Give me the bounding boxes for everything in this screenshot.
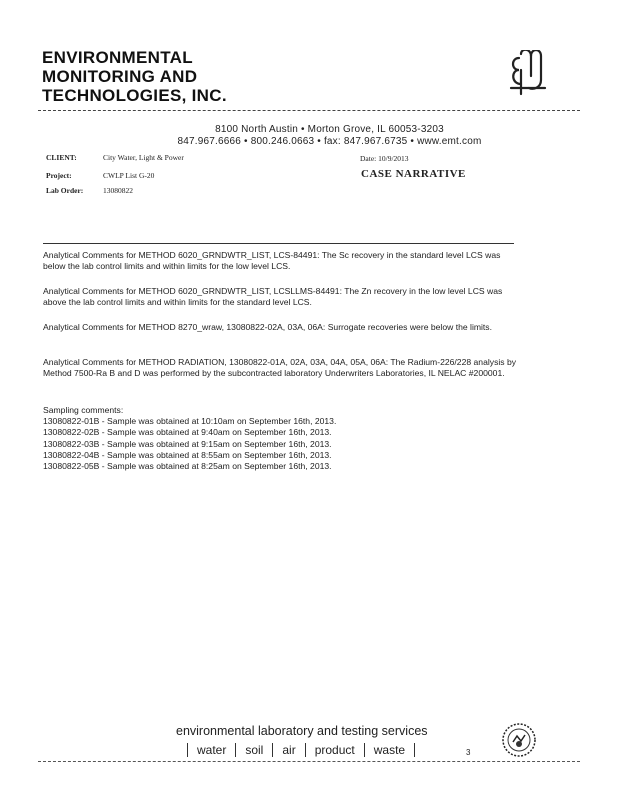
category-product: product <box>314 743 355 757</box>
category-soil: soil <box>245 743 264 757</box>
company-name-line: MONITORING AND <box>42 67 198 86</box>
category-separator <box>272 743 273 757</box>
analytical-comment: Analytical Comments for METHOD 6020_GRNDWTR_LIST, LCS-84491: The Sc recovery in the standard level LCS was below the lab control limits and within limits for the low level LCS. <box>43 250 501 272</box>
header-divider <box>38 110 580 111</box>
service-categories <box>178 742 424 758</box>
category-water: water <box>197 743 227 757</box>
page-number: 3 <box>466 748 471 757</box>
category-separator <box>305 743 306 757</box>
company-address: 8100 North Austin • Morton Grove, IL 60053-3203 <box>215 124 444 135</box>
analytical-comment: Analytical Comments for METHOD 8270_wraw, 13080822-02A, 03A, 06A: Surrogate recoveries were below the limits. <box>43 322 492 332</box>
company-contact: 847.967.6666 • 800.246.0663 • fax: 847.967.6735 • www.emt.com <box>177 136 482 147</box>
footer-tagline: environmental laboratory and testing services <box>176 724 428 738</box>
sampling-comments <box>43 405 336 472</box>
footer-divider <box>38 761 580 762</box>
lab-order-label: Lab Order: <box>46 186 84 195</box>
category-separator <box>235 743 236 757</box>
project-label: Project: <box>46 171 72 180</box>
sampling-line: 13080822-04B - Sample was obtained at 8:55am on September 16th, 2013. <box>43 449 332 460</box>
category-separator <box>187 743 188 757</box>
project-value: CWLP List G-20 <box>103 171 155 180</box>
sampling-line: 13080822-02B - Sample was obtained at 9:40am on September 16th, 2013. <box>43 427 332 438</box>
certification-seal-icon <box>501 722 537 758</box>
section-divider <box>43 243 514 244</box>
report-date: Date: 10/9/2013 <box>360 154 409 163</box>
category-separator <box>414 743 415 757</box>
sampling-heading: Sampling comments: <box>43 405 124 415</box>
analytical-comment: Analytical Comments for METHOD 6020_GRNDWTR_LIST, LCSLLMS-84491: The Zn recovery in the low level LCS was above the lab control limits and within limits for the standard level LCS. <box>43 286 503 308</box>
lab-order-value: 13080822 <box>103 186 133 195</box>
company-name-line: ENVIRONMENTAL <box>42 48 193 67</box>
company-name-line: TECHNOLOGIES, INC. <box>42 86 227 105</box>
analytical-comment: Analytical Comments for METHOD RADIATION, 13080822-01A, 02A, 03A, 04A, 05A, 06A: The Radium-226/228 analysis by Method 7500-Ra B and D was performed by the subcontracted laboratory Underwriters Laboratories, IL NELAC #200001. <box>43 357 517 379</box>
document-title: CASE NARRATIVE <box>361 168 466 180</box>
sampling-line: 13080822-05B - Sample was obtained at 8:25am on September 16th, 2013. <box>43 461 332 472</box>
emt-monogram-logo <box>505 50 551 98</box>
sampling-line: 13080822-01B - Sample was obtained at 10:10am on September 16th, 2013. <box>43 416 337 427</box>
category-separator <box>364 743 365 757</box>
client-value: City Water, Light & Power <box>103 153 184 162</box>
company-name <box>42 48 227 105</box>
sampling-line: 13080822-03B - Sample was obtained at 9:15am on September 16th, 2013. <box>43 438 332 449</box>
client-label: CLIENT: <box>46 153 77 162</box>
category-air: air <box>282 743 296 757</box>
category-waste: waste <box>373 743 406 757</box>
